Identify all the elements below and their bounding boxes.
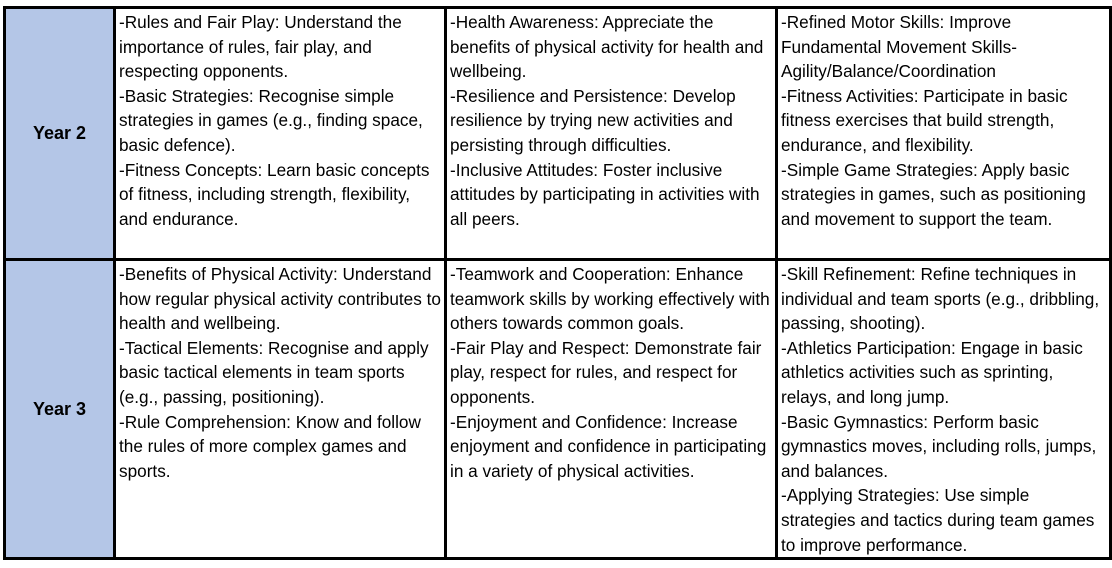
year-label-cell: Year 2 — [5, 8, 115, 260]
objective-item: -Benefits of Physical Activity: Understand how regular physical activity contributes to health and wellbeing. — [119, 264, 441, 334]
curriculum-table-container — [3, 6, 1112, 560]
table-row-year-3 — [5, 260, 1111, 559]
year-label-cell: Year 3 — [5, 260, 115, 559]
objective-item: -Teamwork and Cooperation: Enhance teamwork skills by working effectively with others towards common goals. — [450, 264, 770, 334]
objective-item: -Health Awareness: Appreciate the benefits of physical activity for health and wellbeing. — [450, 12, 764, 82]
objective-item: -Inclusive Attitudes: Foster inclusive attitudes by participating in activities with all peers. — [450, 159, 760, 229]
objective-item: -Rules and Fair Play: Understand the importance of rules, fair play, and respecting opponents. — [119, 12, 402, 82]
curriculum-table — [3, 6, 1112, 560]
objective-item: -Fitness Activities: Participate in basic fitness exercises that build strength, endurance, and flexibility. — [781, 85, 1068, 155]
objective-item: -Refined Motor Skills: Improve Fundamental Movement Skills-Agility/Balance/Coordination — [781, 12, 1017, 82]
objective-item: -Fair Play and Respect: Demonstrate fair play, respect for rules, and respect for opponents. — [450, 337, 762, 407]
objective-item: -Tactical Elements: Recognise and apply basic tactical elements in team sports (e.g., passing, positioning). — [119, 337, 429, 407]
objective-item: -Rule Comprehension: Know and follow the rules of more complex games and sports. — [119, 411, 421, 481]
objective-item: -Resilience and Persistence: Develop resilience by trying new activities and persisting through difficulties. — [450, 85, 736, 155]
objective-item: -Athletics Participation: Engage in basic athletics activities such as sprinting, relays, and long jump. — [781, 337, 1083, 407]
content-cell — [446, 260, 777, 559]
objective-item: -Skill Refinement: Refine techniques in individual and team sports (e.g., dribbling, passing, shooting). — [781, 264, 1100, 334]
content-cell — [115, 260, 446, 559]
content-cell — [115, 8, 446, 260]
content-cell — [777, 8, 1111, 260]
objective-item: -Enjoyment and Confidence: Increase enjoyment and confidence in participating in a variety of physical activities. — [450, 411, 767, 481]
objective-item: -Simple Game Strategies: Apply basic strategies in games, such as positioning and movement to support the team. — [781, 159, 1086, 229]
objective-item: -Basic Strategies: Recognise simple strategies in games (e.g., finding space, basic defence). — [119, 85, 423, 155]
objective-item: -Fitness Concepts: Learn basic concepts of fitness, including strength, flexibility, and endurance. — [119, 159, 430, 229]
content-cell — [446, 8, 777, 260]
content-cell — [777, 260, 1111, 559]
objective-item: -Applying Strategies: Use simple strategies and tactics during team games to improve performance. — [781, 485, 1095, 555]
objective-item: -Basic Gymnastics: Perform basic gymnastics moves, including rolls, jumps, and balances. — [781, 411, 1097, 481]
table-row-year-2 — [5, 8, 1111, 260]
